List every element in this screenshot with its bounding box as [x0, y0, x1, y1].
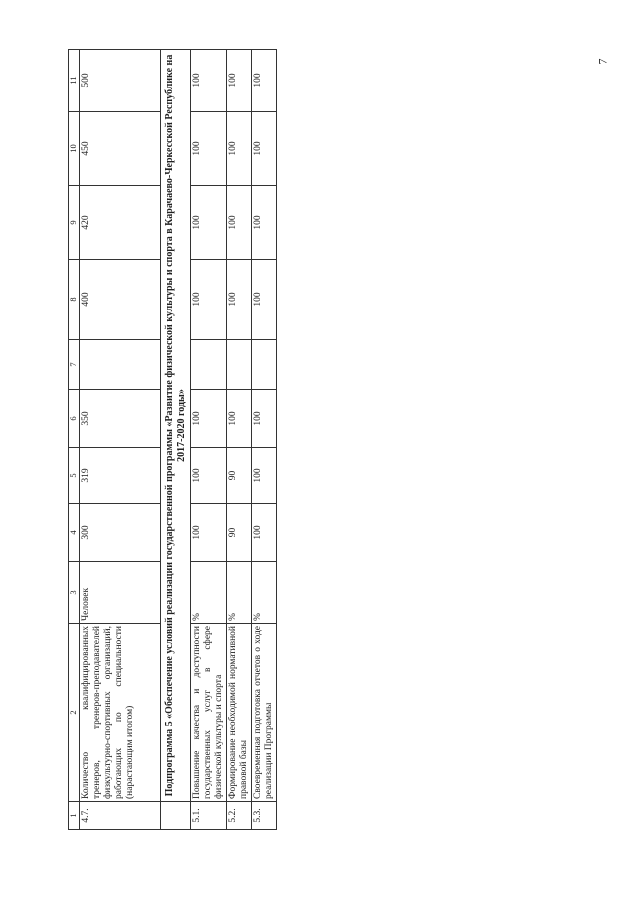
value-cell: 90 — [226, 448, 251, 504]
unit-cell: % — [191, 562, 227, 624]
indicator-table — [68, 49, 277, 830]
value-cell: 100 — [251, 448, 276, 504]
subprogram-title: Подпрограмма 5 «Обеспечение условий реализации государственной программы «Развитие физической культуры и спорта в Карачаево-Черкесской Республике на 2017-2020 годы» — [161, 50, 191, 802]
row-number: 4.7. — [80, 802, 161, 830]
value-cell: 450 — [80, 112, 161, 186]
value-cell: 100 — [191, 448, 227, 504]
value-cell: 100 — [251, 50, 276, 112]
value-cell: 100 — [251, 260, 276, 340]
unit-cell: % — [226, 562, 251, 624]
row-number: 5.2. — [226, 802, 251, 830]
value-cell: 100 — [226, 186, 251, 260]
header-cell: 5 — [69, 448, 80, 504]
header-row — [69, 50, 80, 830]
value-cell: 100 — [191, 112, 227, 186]
header-cell: 7 — [69, 340, 80, 390]
header-cell: 2 — [69, 624, 80, 802]
row-number: 5.3. — [251, 802, 276, 830]
value-cell: 300 — [80, 504, 161, 562]
value-cell: 100 — [251, 504, 276, 562]
value-cell: 400 — [80, 260, 161, 340]
value-cell — [80, 340, 161, 390]
unit-cell: % — [251, 562, 276, 624]
indicator-table-rotated — [68, 50, 284, 830]
table-row — [251, 50, 276, 830]
value-cell: 420 — [80, 186, 161, 260]
unit-cell: Человек — [80, 562, 161, 624]
value-cell: 100 — [226, 260, 251, 340]
header-cell: 9 — [69, 186, 80, 260]
subprogram-row — [161, 50, 191, 830]
indicator-name: Количество квалифицированных тренеров, тренеров-преподавателей физкультурно-спортивных организаций, работающих по специальности (нарастающим итогом) — [80, 624, 161, 802]
value-cell — [226, 340, 251, 390]
value-cell — [191, 340, 227, 390]
value-cell: 100 — [191, 50, 227, 112]
value-cell: 350 — [80, 390, 161, 448]
header-cell: 10 — [69, 112, 80, 186]
value-cell: 100 — [226, 390, 251, 448]
header-cell: 1 — [69, 802, 80, 830]
value-cell: 500 — [80, 50, 161, 112]
value-cell: 100 — [191, 186, 227, 260]
value-cell: 100 — [251, 186, 276, 260]
header-cell: 11 — [69, 50, 80, 112]
page-number: 7 — [595, 58, 610, 65]
table-row — [226, 50, 251, 830]
table-row — [80, 50, 161, 830]
header-cell: 3 — [69, 562, 80, 624]
indicator-name: Формирование необходимой нормативной правовой базы — [226, 624, 251, 802]
value-cell: 100 — [191, 504, 227, 562]
header-cell: 8 — [69, 260, 80, 340]
value-cell: 90 — [226, 504, 251, 562]
value-cell: 100 — [226, 112, 251, 186]
indicator-name: Своевременная подготовка отчетов о ходе реализации Программы — [251, 624, 276, 802]
subprogram-num-cell — [161, 802, 191, 830]
value-cell: 319 — [80, 448, 161, 504]
table-row — [191, 50, 227, 830]
header-cell: 4 — [69, 504, 80, 562]
value-cell: 100 — [251, 112, 276, 186]
value-cell — [251, 340, 276, 390]
header-cell: 6 — [69, 390, 80, 448]
indicator-name: Повышение качества и доступности государственных услуг в сфере физической культуры и спорта — [191, 624, 227, 802]
value-cell: 100 — [251, 390, 276, 448]
row-number: 5.1. — [191, 802, 227, 830]
value-cell: 100 — [191, 260, 227, 340]
value-cell: 100 — [191, 390, 227, 448]
value-cell: 100 — [226, 50, 251, 112]
